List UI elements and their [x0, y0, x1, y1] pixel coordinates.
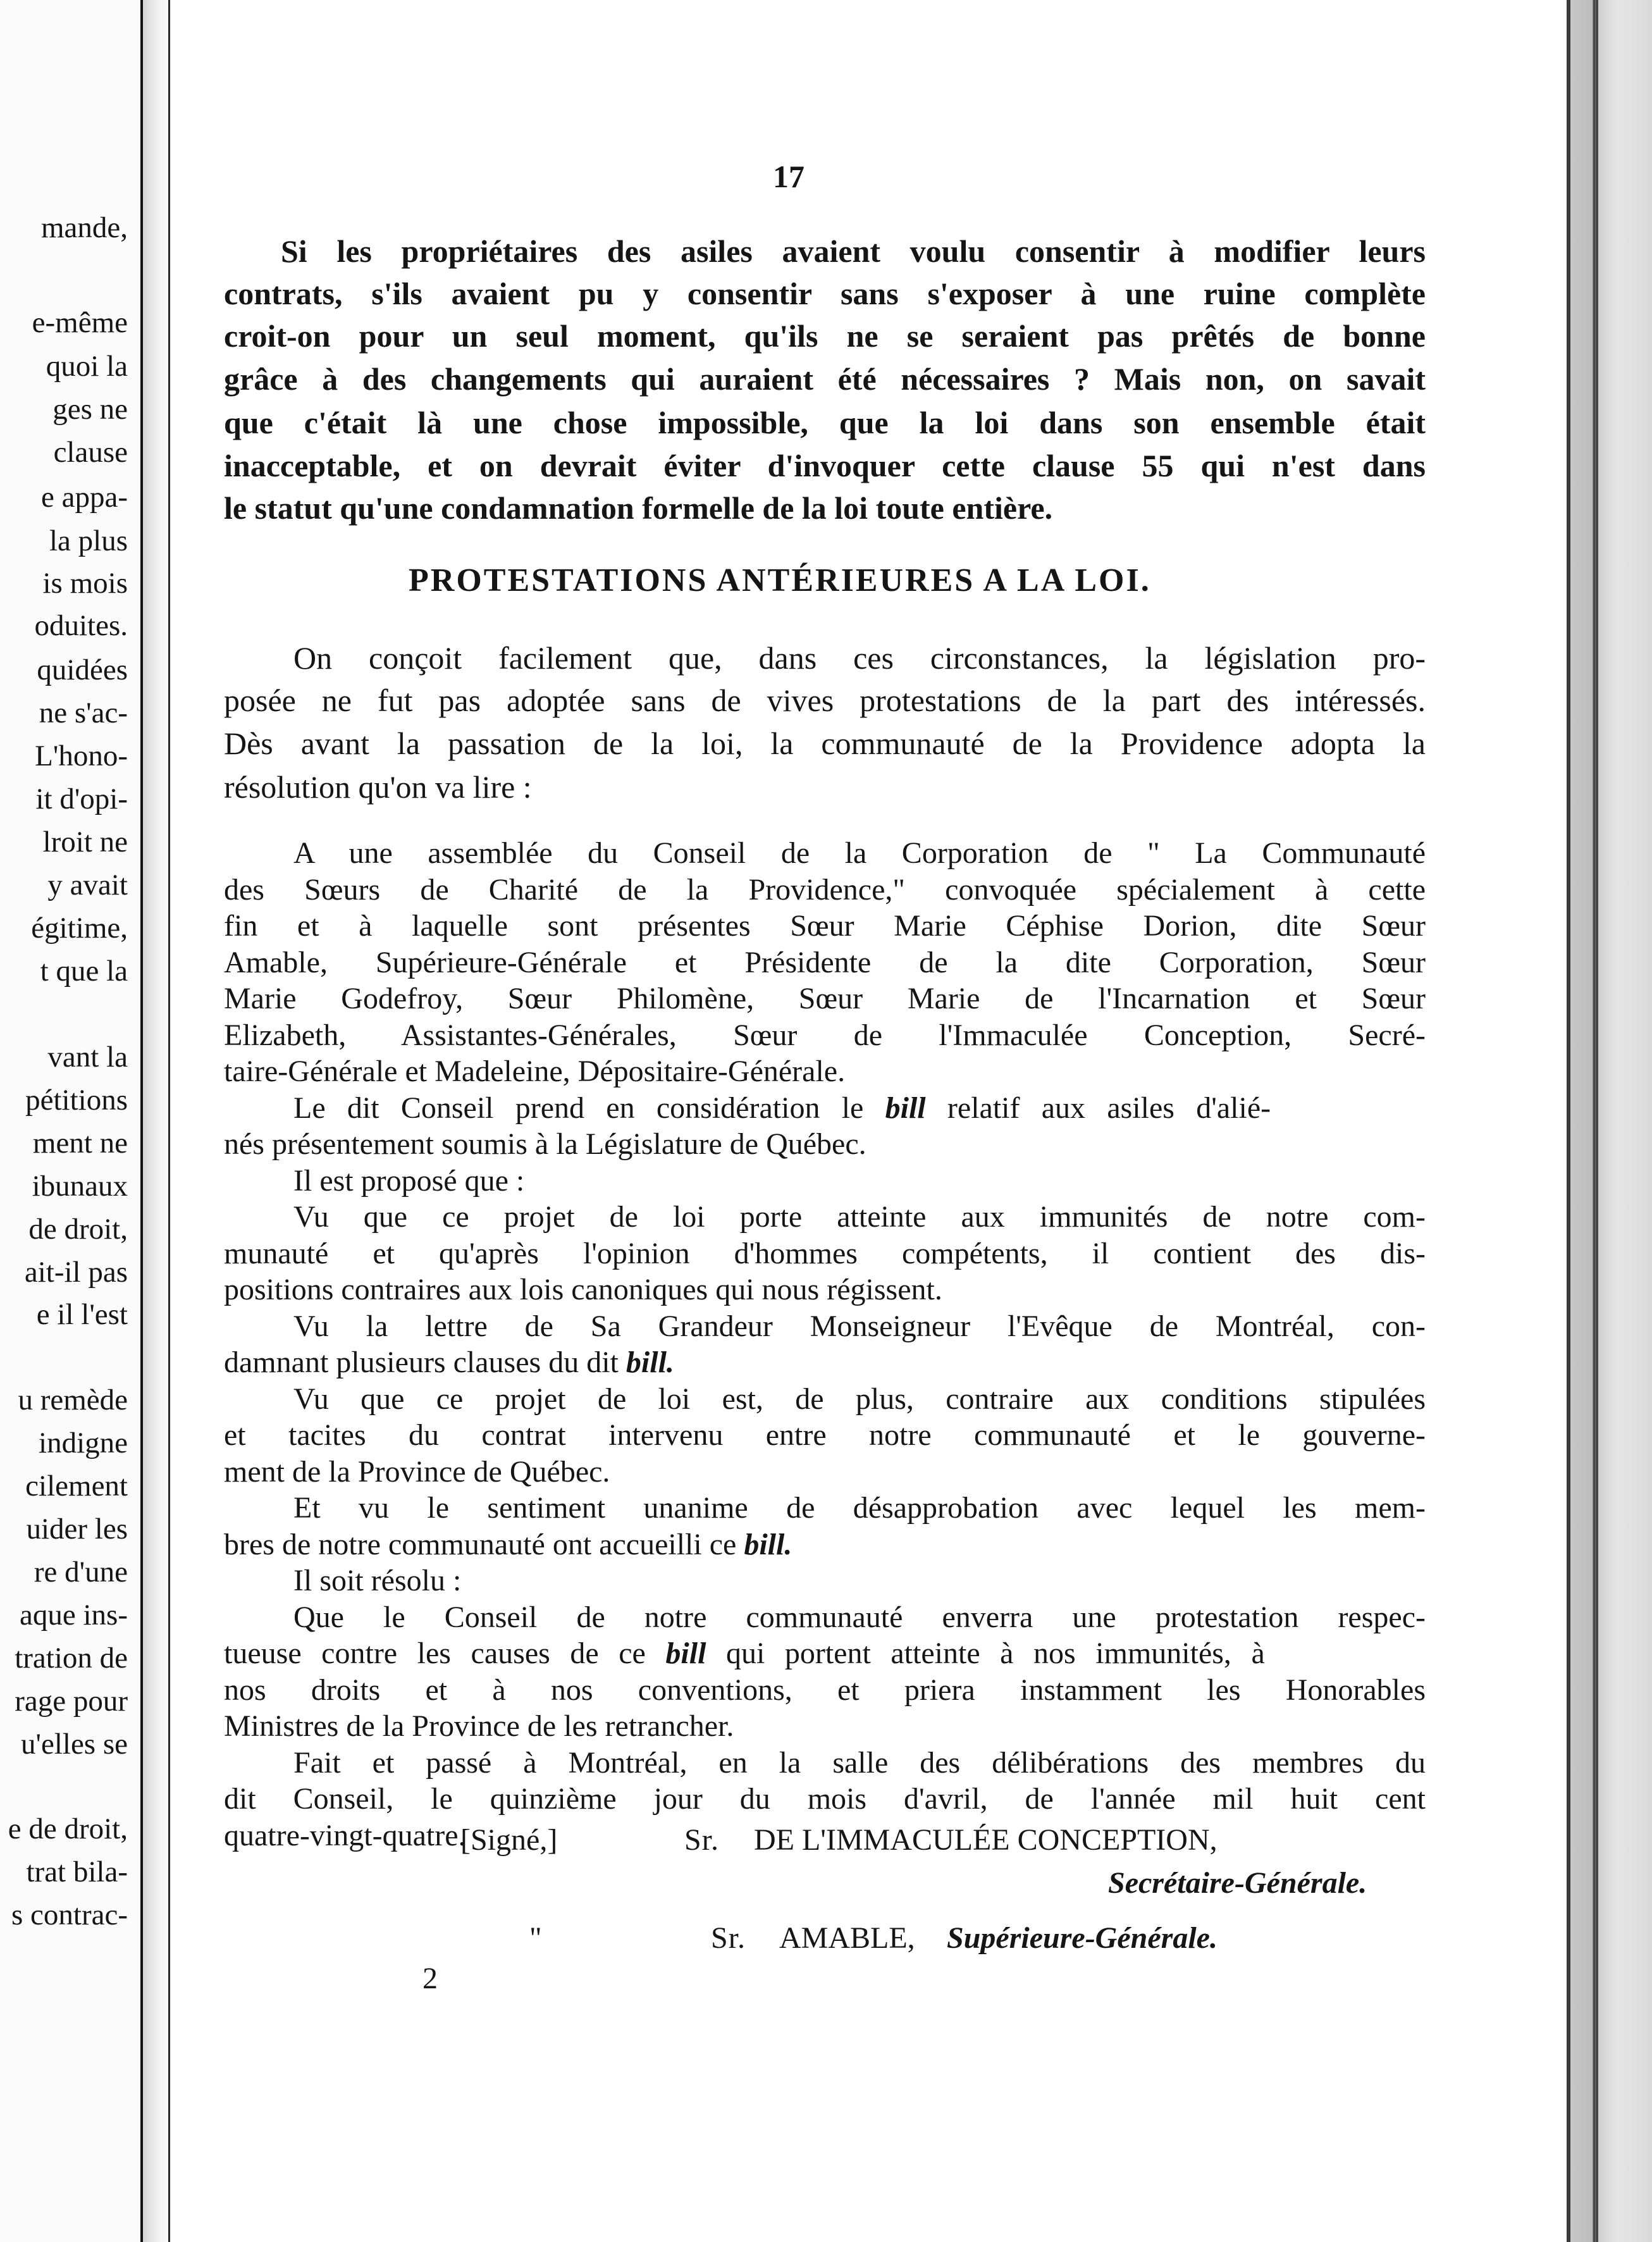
resolution-line [293, 1093, 1271, 1124]
resolution-line [224, 1638, 1265, 1669]
left-page-fragment: mande, [40, 211, 128, 244]
italic-term: bill [665, 1637, 706, 1670]
resolution-line [224, 1347, 674, 1378]
signer-prefix: Sr. [711, 1921, 746, 1955]
signer-title: Secrétaire-Générale. [1108, 1866, 1367, 1900]
signer-name: DE L'IMMACULÉE CONCEPTION, [754, 1823, 1217, 1857]
signed-label: [Signé,] [460, 1823, 558, 1857]
paragraph-line: Dès avant la passation de la loi, la communauté de la Providence adopta la [224, 726, 1426, 761]
resolution-line: quatre-vingt-quatre. [224, 1819, 466, 1852]
page-stack-edge [1567, 0, 1652, 2242]
left-page-fragment: L'hono- [35, 740, 128, 772]
resolution-line: Vu que ce projet de loi porte atteinte aux immunités de notre com- [293, 1200, 1426, 1234]
page-edge-line [1567, 0, 1570, 2242]
left-page-fragment: re d'une [34, 1556, 128, 1589]
paragraph-line: que c'était là une chose impossible, que la loi dans son ensemble était [224, 405, 1426, 440]
left-page-fragment: t que la [40, 955, 128, 988]
section-heading: PROTESTATIONS ANTÉRIEURES A LA LOI. [409, 562, 1151, 598]
resolution-line: nés présentement soumis à la Législature de Québec. [224, 1127, 866, 1161]
left-page-fragment: e appa- [41, 481, 128, 514]
resolution-line: et tacites du contrat intervenu entre notre communauté et le gouverne- [224, 1418, 1426, 1452]
page-body [172, 0, 1567, 2242]
resolution-line: A une assemblée du Conseil de la Corporation de " La Communauté [293, 836, 1426, 870]
resolution-line: Elizabeth, Assistantes-Générales, Sœur de l'Immaculée Conception, Secré- [224, 1019, 1426, 1052]
left-page-fragment: aque ins- [20, 1599, 128, 1632]
resolution-line: Il est proposé que : [293, 1164, 525, 1198]
resolution-line: Fait et passé à Montréal, en la salle des délibérations des membres du [293, 1746, 1426, 1780]
left-page-fragment: u'elles se [21, 1728, 128, 1761]
line-segment: relatif aux asiles d'alié- [925, 1091, 1271, 1125]
resolution-line: Que le Conseil de notre communauté enverra une protestation respec- [293, 1601, 1426, 1634]
resolution-line: fin et à laquelle sont présentes Sœur Marie Céphise Dorion, dite Sœur [224, 909, 1426, 943]
italic-term: bill. [626, 1346, 674, 1379]
resolution-line: positions contraires aux lois canoniques qui nous régissent. [224, 1273, 942, 1306]
left-page-fragment: ibunaux [32, 1170, 128, 1203]
left-page-fragment: quidées [37, 653, 128, 686]
left-page-fragment: e-même [32, 306, 128, 339]
paragraph-line: posée ne fut pas adoptée sans de vives protestations de la part des intéressés. [224, 683, 1426, 718]
left-page-fragment: s contrac- [11, 1898, 128, 1931]
left-page-fragment: oduites. [34, 609, 128, 642]
resolution-line: dit Conseil, le quinzième jour du mois d'avril, de l'année mil huit cent [224, 1782, 1426, 1816]
left-page-fragment: is mois [42, 567, 128, 600]
resolution-line: des Sœurs de Charité de la Providence," convoquée spécialement à cette [224, 873, 1426, 907]
left-page-fragment: e il l'est [36, 1298, 128, 1331]
left-page-fragment: ment ne [32, 1127, 128, 1160]
resolution-line: Marie Godefroy, Sœur Philomène, Sœur Marie de l'Incarnation et Sœur [224, 982, 1426, 1015]
left-page-fragment: y avait [47, 869, 128, 901]
left-page-fragment: tration de [15, 1642, 128, 1675]
left-page-fragment: la plus [49, 524, 128, 557]
left-page-fragment: ne s'ac- [39, 697, 128, 729]
page-edge-line [1596, 0, 1598, 2242]
line-segment: qui portent atteinte à nos immunités, à [706, 1637, 1265, 1670]
resolution-line: Amable, Supérieure-Générale et Présidente de la dite Corporation, Sœur [224, 946, 1426, 979]
left-page-fragment: indigne [39, 1427, 128, 1459]
resolution-line: ment de la Province de Québec. [224, 1455, 610, 1489]
line-segment: damnant plusieurs clauses du dit [224, 1346, 626, 1379]
left-page-fragment: uider les [26, 1513, 128, 1545]
left-page-fragment: vant la [47, 1041, 128, 1074]
left-page-fragment: ait-il pas [24, 1256, 128, 1289]
paragraph-line: On conçoit facilement que, dans ces circonstances, la législation pro- [293, 640, 1426, 676]
paragraph-line: inacceptable, et on devrait éviter d'invoquer cette clause 55 qui n'est dans [224, 448, 1426, 483]
signer-title: Supérieure-Générale. [947, 1921, 1217, 1955]
line-segment: bres de notre communauté ont accueilli ce [224, 1528, 744, 1561]
paragraph-line: le statut qu'une condamnation formelle de la loi toute entière. [224, 490, 1053, 526]
paragraph-line: grâce à des changements qui auraient été nécessaires ? Mais non, on savait [224, 361, 1426, 397]
resolution-line: nos droits et à nos conventions, et priera instamment les Honorables [224, 1673, 1426, 1707]
left-page-fragment: u remède [18, 1384, 128, 1416]
resolution-line: taire-Générale et Madeleine, Dépositaire-Générale. [224, 1055, 846, 1088]
left-page-fragment: ges ne [52, 393, 128, 426]
resolution-line [224, 1530, 792, 1560]
gutter-edge [168, 0, 170, 2242]
resolution-line: Ministres de la Province de les retrancher. [224, 1709, 734, 1743]
resolution-line: Vu que ce projet de loi est, de plus, contraire aux conditions stipulées [293, 1382, 1426, 1416]
paragraph-line: résolution qu'on va lire : [224, 769, 532, 805]
left-page-fragment: trat bila- [26, 1855, 128, 1888]
left-page-fragment: quoi la [46, 350, 128, 383]
paragraph-line: contrats, s'ils avaient pu y consentir sans s'exposer à une ruine complète [224, 276, 1426, 311]
resolution-line: Et vu le sentiment unanime de désapprobation avec lequel les mem- [293, 1491, 1426, 1525]
left-page-fragment: de droit, [28, 1213, 128, 1246]
signature-mark: 2 [422, 1962, 438, 1995]
left-page-fragment: rage pour [15, 1685, 128, 1718]
ditto-mark: " [529, 1921, 542, 1955]
resolution-line: Vu la lettre de Sa Grandeur Monseigneur l'Evêque de Montréal, con- [293, 1310, 1426, 1343]
italic-term: bill. [744, 1528, 792, 1561]
left-page-fragment: lroit ne [42, 826, 128, 858]
resolution-line: Il soit résolu : [293, 1564, 462, 1597]
page-number: 17 [773, 159, 804, 194]
left-page-fragment: cilement [25, 1470, 128, 1502]
left-page-fragment: pétitions [25, 1084, 128, 1117]
line-segment: tueuse contre les causes de ce [224, 1637, 666, 1670]
signer-prefix: Sr. [684, 1823, 720, 1857]
paragraph-line: Si les propriétaires des asiles avaient voulu consentir à modifier leurs [281, 233, 1426, 269]
line-segment: Le dit Conseil prend en considération le [293, 1091, 885, 1125]
resolution-line: munauté et qu'après l'opinion d'hommes compétents, il contient des dis- [224, 1237, 1426, 1270]
left-page-fragment: égitime, [31, 912, 128, 944]
left-page-fragment: it d'opi- [35, 783, 128, 815]
paragraph-line: croit-on pour un seul moment, qu'ils ne se seraient pas prêtés de bonne [224, 318, 1426, 354]
italic-term: bill [885, 1091, 926, 1125]
left-page-margin [0, 0, 143, 2242]
left-page-fragment: e de droit, [8, 1812, 128, 1845]
signer-name: AMABLE, [779, 1921, 915, 1955]
left-page-fragment: clause [53, 436, 128, 469]
